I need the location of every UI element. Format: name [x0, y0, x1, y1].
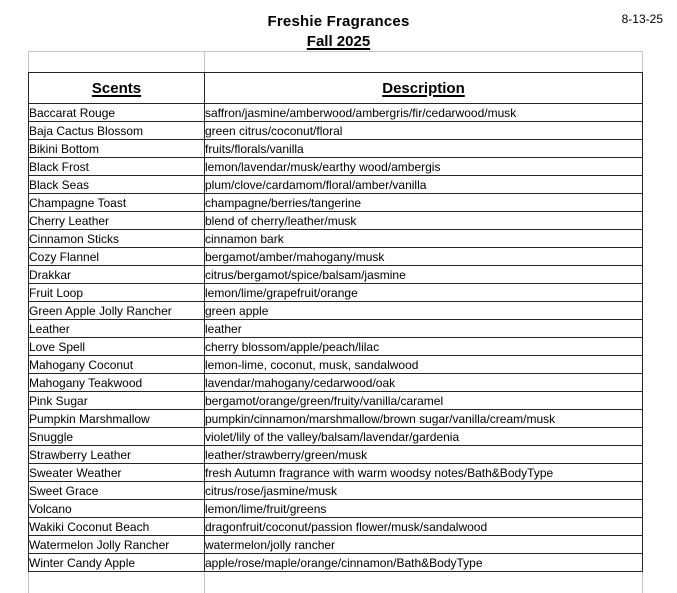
scent-description-cell: blend of cherry/leather/musk: [205, 212, 643, 230]
scent-name-cell: Fruit Loop: [29, 284, 205, 302]
scents-table-body: [29, 52, 643, 572]
table-row: [29, 482, 643, 500]
table-row: [29, 212, 643, 230]
scent-description-cell: plum/clove/cardamom/floral/amber/vanilla: [205, 176, 643, 194]
column-header-scents: Scents: [29, 73, 205, 104]
table-row: [29, 284, 643, 302]
page-title: Freshie Fragrances: [267, 13, 410, 30]
table-row: [29, 356, 643, 374]
scents-table: [28, 51, 643, 593]
table-row: [29, 320, 643, 338]
scent-description-cell: lemon/lime/fruit/greens: [205, 500, 643, 518]
scent-name-cell: Strawberry Leather: [29, 446, 205, 464]
table-row: [29, 158, 643, 176]
scent-name-cell: Baja Cactus Blossom: [29, 122, 205, 140]
scent-name-cell: Mahogany Coconut: [29, 356, 205, 374]
scent-description-cell: pumpkin/cinnamon/marshmallow/brown sugar/vanilla/cream/musk: [205, 410, 643, 428]
scent-name-cell: Cherry Leather: [29, 212, 205, 230]
scent-name-cell: Sweater Weather: [29, 464, 205, 482]
scent-description-cell: green apple: [205, 302, 643, 320]
scent-description-cell: lemon/lavendar/musk/earthy wood/ambergis: [205, 158, 643, 176]
scent-description-cell: leather: [205, 320, 643, 338]
scent-description-cell: bergamot/amber/mahogany/musk: [205, 248, 643, 266]
scent-name-cell: Cozy Flannel: [29, 248, 205, 266]
table-row: [29, 446, 643, 464]
partial-cell: [205, 572, 643, 593]
document-date: 8-13-25: [621, 12, 663, 26]
scent-name-cell: Winter Candy Apple: [29, 554, 205, 572]
scent-description-cell: fresh Autumn fragrance with warm woodsy notes/Bath&BodyType: [205, 464, 643, 482]
spacer-cell: [29, 52, 205, 73]
table-row: [29, 536, 643, 554]
scent-description-cell: violet/lily of the valley/balsam/lavendar/gardenia: [205, 428, 643, 446]
spacer-cell: [205, 52, 643, 73]
scent-description-cell: apple/rose/maple/orange/cinnamon/Bath&BodyType: [205, 554, 643, 572]
scent-name-cell: Baccarat Rouge: [29, 104, 205, 122]
partial-cell: [29, 572, 205, 593]
scent-name-cell: Leather: [29, 320, 205, 338]
scent-description-cell: saffron/jasmine/amberwood/ambergris/fir/cedarwood/musk: [205, 104, 643, 122]
table-row: [29, 374, 643, 392]
partial-bottom-row: [29, 572, 643, 593]
spacer-row: [29, 52, 643, 73]
scent-name-cell: Volcano: [29, 500, 205, 518]
scent-description-cell: citrus/rose/jasmine/musk: [205, 482, 643, 500]
scent-description-cell: fruits/florals/vanilla: [205, 140, 643, 158]
table-row: [29, 122, 643, 140]
scent-name-cell: Cinnamon Sticks: [29, 230, 205, 248]
table-row: [29, 302, 643, 320]
scent-description-cell: dragonfruit/coconut/passion flower/musk/sandalwood: [205, 518, 643, 536]
scent-description-cell: bergamot/orange/green/fruity/vanilla/caramel: [205, 392, 643, 410]
scent-description-cell: champagne/berries/tangerine: [205, 194, 643, 212]
table-row: [29, 410, 643, 428]
scent-description-cell: cinnamon bark: [205, 230, 643, 248]
scent-description-cell: green citrus/coconut/floral: [205, 122, 643, 140]
scent-name-cell: Champagne Toast: [29, 194, 205, 212]
table-row: [29, 464, 643, 482]
scent-description-cell: cherry blossom/apple/peach/lilac: [205, 338, 643, 356]
scent-description-cell: lavendar/mahogany/cedarwood/oak: [205, 374, 643, 392]
table-row: [29, 266, 643, 284]
scent-name-cell: Green Apple Jolly Rancher: [29, 302, 205, 320]
scent-name-cell: Wakiki Coconut Beach: [29, 518, 205, 536]
scent-name-cell: Pink Sugar: [29, 392, 205, 410]
scent-description-cell: leather/strawberry/green/musk: [205, 446, 643, 464]
scent-name-cell: Snuggle: [29, 428, 205, 446]
scent-name-cell: Watermelon Jolly Rancher: [29, 536, 205, 554]
table-row: [29, 104, 643, 122]
scent-name-cell: Sweet Grace: [29, 482, 205, 500]
scent-name-cell: Mahogany Teakwood: [29, 374, 205, 392]
table-row: [29, 194, 643, 212]
scent-name-cell: Pumpkin Marshmallow: [29, 410, 205, 428]
scent-name-cell: Black Frost: [29, 158, 205, 176]
table-row: [29, 338, 643, 356]
scent-description-cell: watermelon/jolly rancher: [205, 536, 643, 554]
document-subtitle: Fall 2025: [306, 33, 371, 50]
table-row: [29, 500, 643, 518]
column-header-description: Description: [205, 73, 643, 104]
table-row: [29, 392, 643, 410]
scent-name-cell: Black Seas: [29, 176, 205, 194]
table-header-row: [29, 73, 643, 104]
table-row: [29, 248, 643, 266]
scent-description-cell: lemon-lime, coconut, musk, sandalwood: [205, 356, 643, 374]
table-row: [29, 518, 643, 536]
scent-description-cell: citrus/bergamot/spice/balsam/jasmine: [205, 266, 643, 284]
scent-description-cell: lemon/lime/grapefruit/orange: [205, 284, 643, 302]
table-row: [29, 230, 643, 248]
scent-name-cell: Love Spell: [29, 338, 205, 356]
table-row: [29, 140, 643, 158]
table-row: [29, 554, 643, 572]
table-row: [29, 176, 643, 194]
scent-name-cell: Drakkar: [29, 266, 205, 284]
table-row: [29, 428, 643, 446]
scent-name-cell: Bikini Bottom: [29, 140, 205, 158]
